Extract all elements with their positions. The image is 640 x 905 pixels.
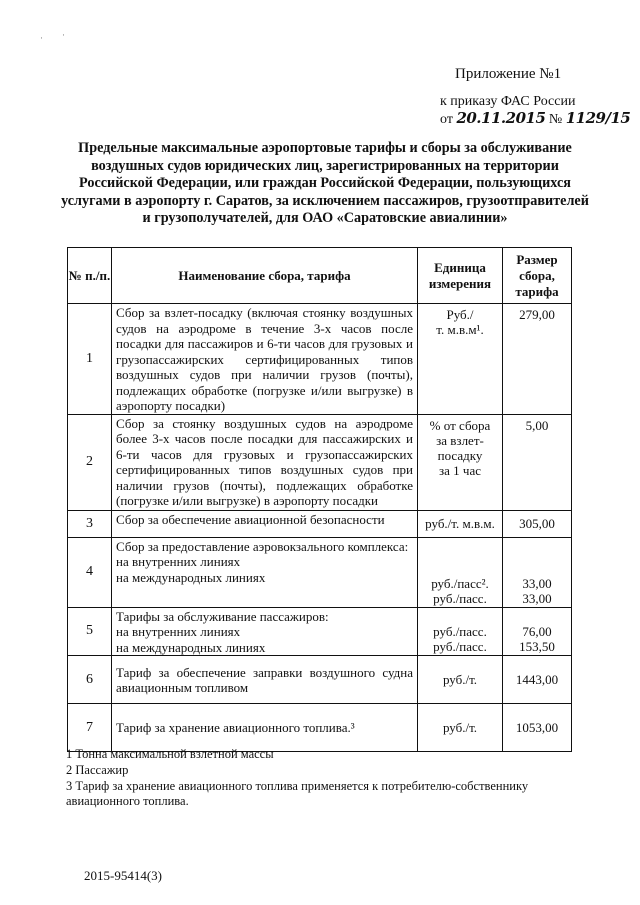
scan-speck: · [40,33,43,43]
scan-speck: · [62,30,65,40]
order-reference [440,94,630,128]
table-header-row [68,248,572,304]
order-number: 1129/15 [565,109,631,127]
header-num: № п./п. [68,248,112,304]
header-name: Наименование сбора, тарифа [112,248,418,304]
header-unit: Единица измерения [418,248,503,304]
appendix-label: Приложение №1 [455,66,562,82]
order-date-number: от 20.11.2015 № 1129/15 [440,109,631,127]
header-value: Размер сбора, тарифа [503,248,572,304]
tariff-table [67,247,572,752]
table-row: 5 Тарифы за обслуживание пассажиров: на внутренних линиях на международных линиях руб./пасс. руб./пасс. 76,00 153,50 [68,607,572,656]
table-row: 7 Тариф за хранение авиационного топлива.³ руб./т. 1053,00 [68,704,572,752]
footnote: 1 Тонна максимальной взлетной массы [66,747,274,761]
document-title: Предельные максимальные аэропортовые тарифы и сборы за обслуживание воздушных судов юридических лиц, зарегистрированных на территории Российской Федерации, или граждан Российской Федерации, пользующихся услугами в аэропорту г. Саратов, за исключением пассажиров, грузоотправителей и грузополучателей, для ОАО «Саратовские авиалинии» [61,140,589,227]
table-row: 3 Сбор за обеспечение авиационной безопасности руб./т. м.в.м. 305,00 [68,510,572,537]
footnotes [66,747,546,810]
table-row: 1 Сбор за взлет-посадку (включая стоянку воздушных судов на аэродроме в течение 3-х часов после посадки для пассажиров и 6-ти часов для грузовых и грузопассажирских сертифицированных типов воздушных судов при наличии грузов (почты), подлежащих обработке (погрузке и/или выгрузке) в аэропорту посадки) Руб./ т. м.в.м¹. 279,00 [68,304,572,415]
table-row: 4 Сбор за предоставление аэровокзального комплекса: на внутренних линиях на международных линиях руб./пасс². руб./пасс. 33,00 33,00 [68,537,572,607]
document-code: 2015-95414(3) [84,868,162,883]
order-line: к приказу ФАС России [440,94,576,109]
footnote: 3 Тариф за хранение авиационного топлива применяется к потребителю-собственнику авиационного топлива. [66,778,529,809]
table-row: 6 Тариф за обеспечение заправки воздушного судна авиационным топливом руб./т. 1443,00 [68,656,572,704]
footnote: 2 Пассажир [66,762,129,777]
order-date: 20.11.2015 [456,109,546,127]
table-row: 2 Сбор за стоянку воздушных судов на аэродроме более 3-х часов после посадки для пассажирских и 6-ти часов для грузовых и грузопассажирских сертифицированных типов воздушных судов при наличии грузов (почты), подлежащих обработке (погрузке и/или выгрузке) в аэропорту посадки % от сбора за взлет- посадку за 1 час 5,00 [68,414,572,510]
